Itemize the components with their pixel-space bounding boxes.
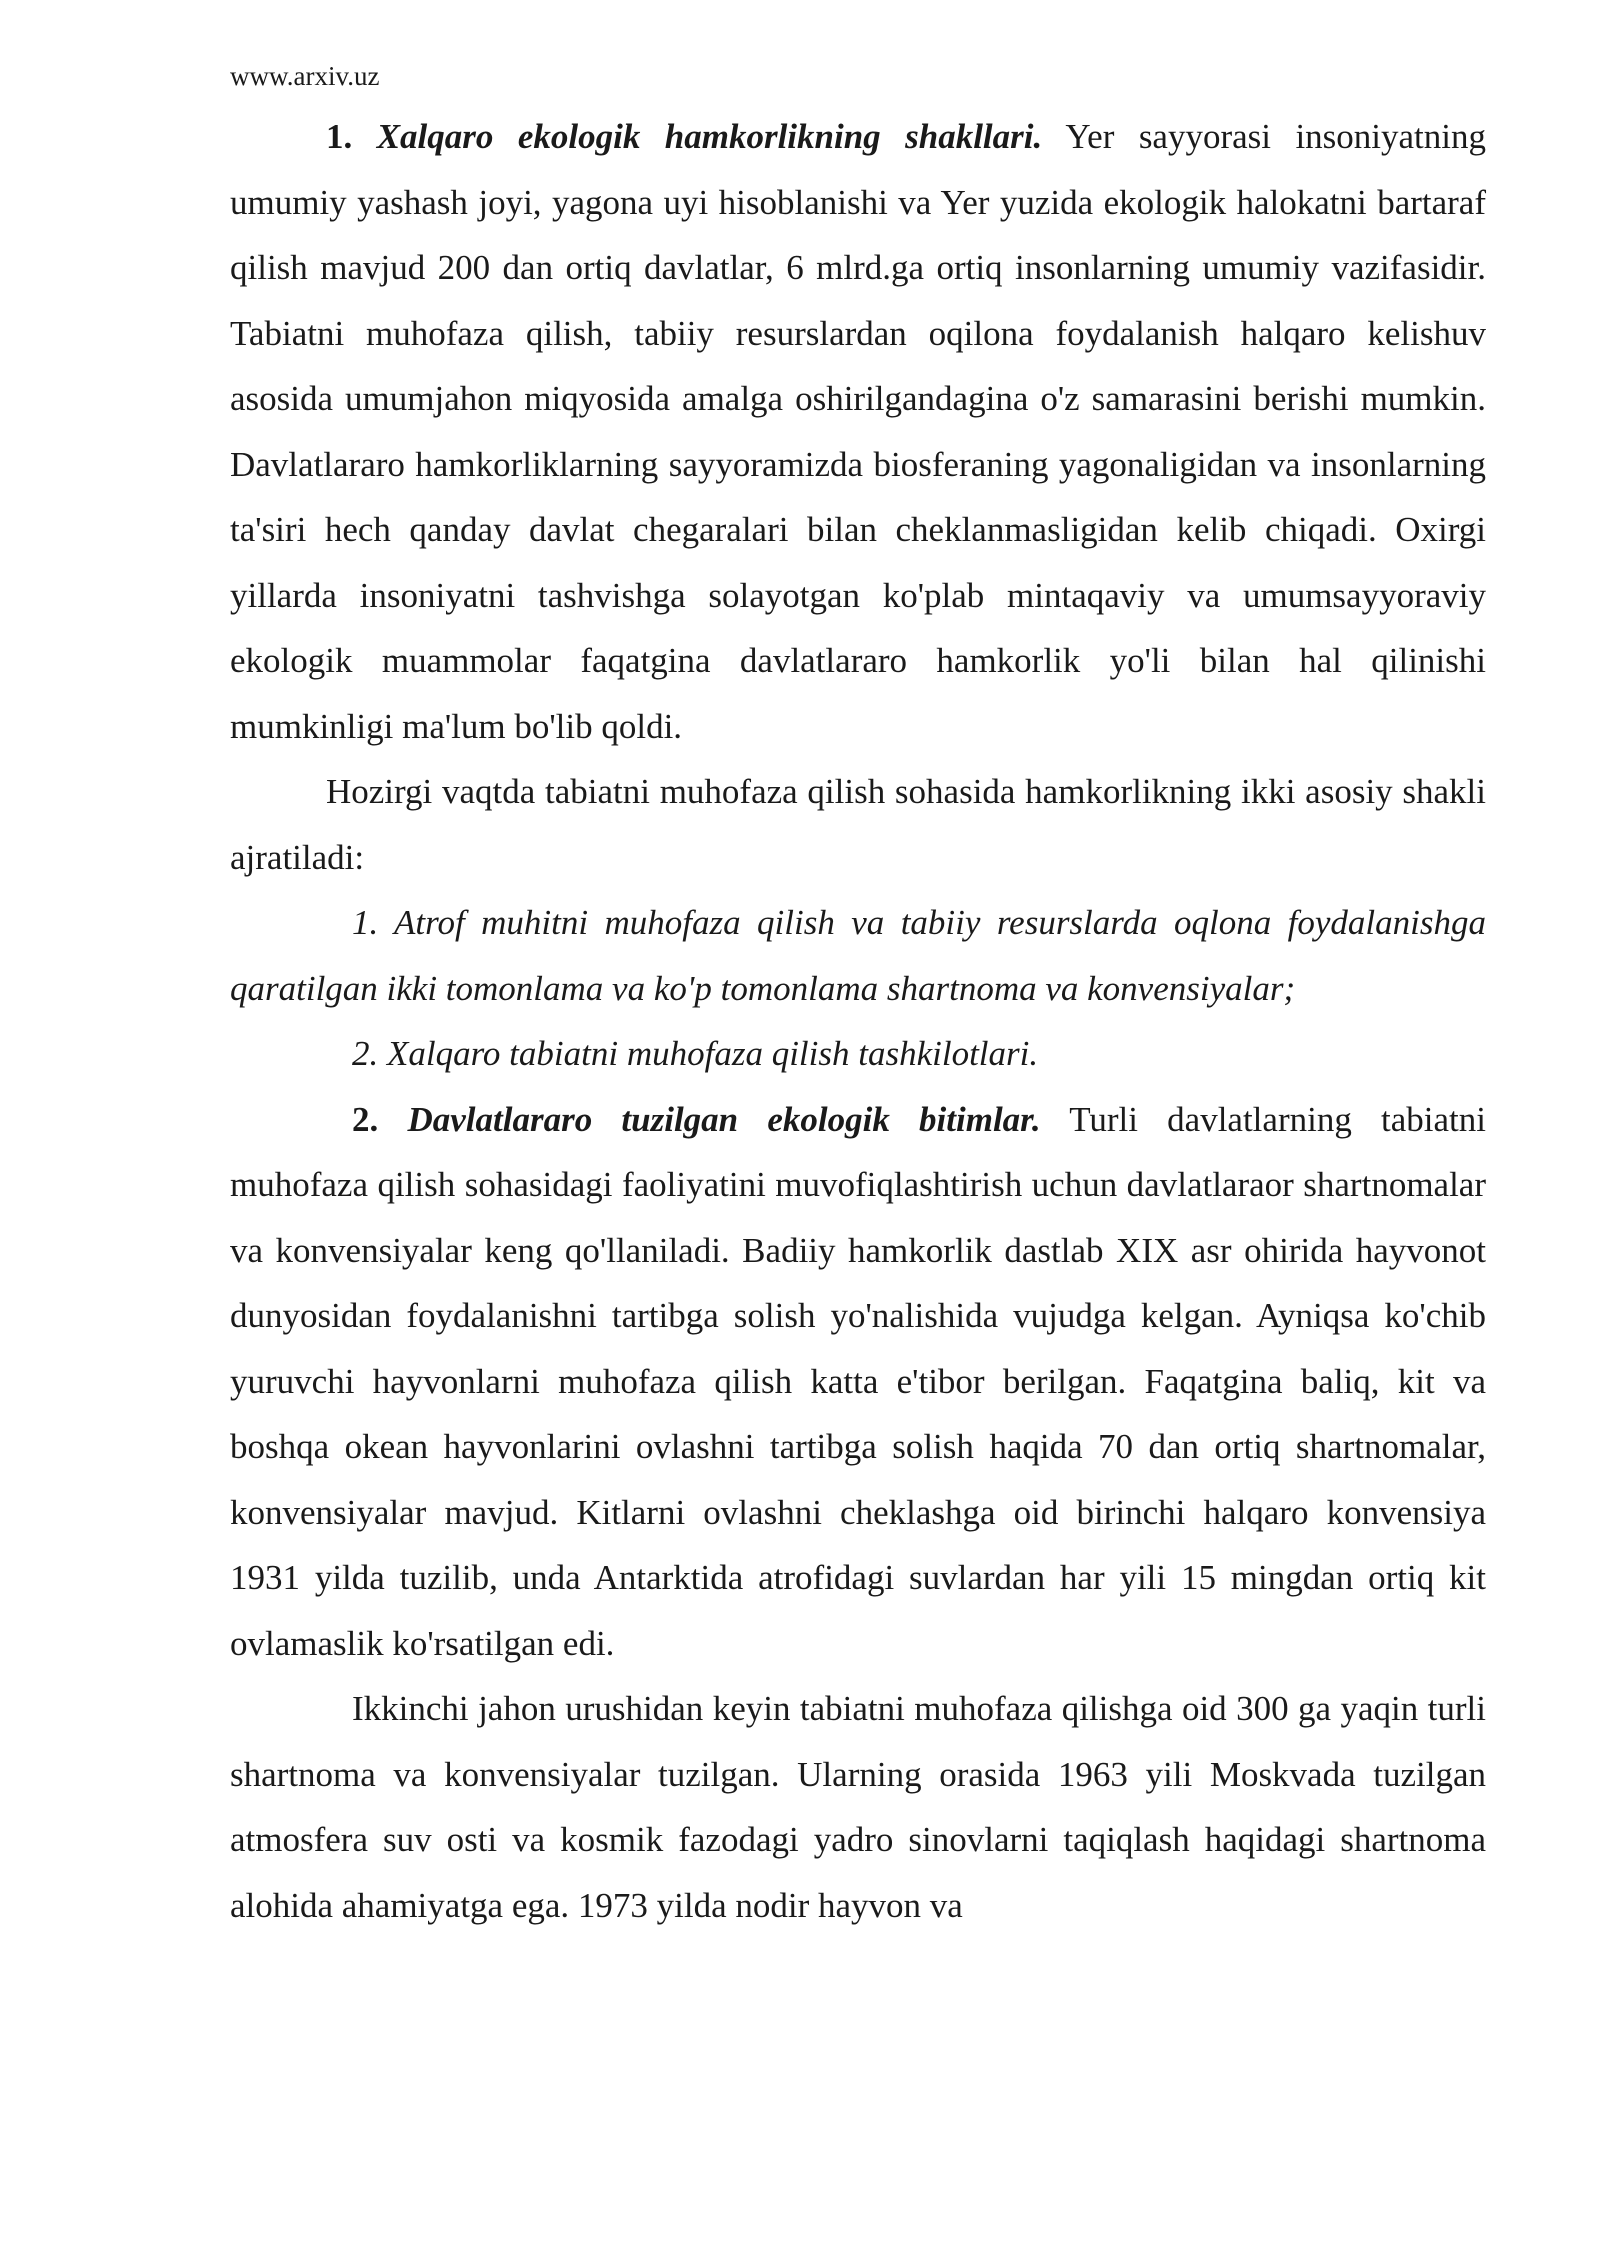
section-1-body: Yer sayyorasi insoniyatning umumiy yashash joyi, yagona uyi hisoblanishi va Yer yuzida ekologik halokatni bartaraf qilish mavjud 200 dan ortiq davlatlar, 6 mlrd.ga ortiq insonlarning umumiy vazifasidir. Tabiatni muhofaza qilish, tabiiy resurslardan oqilona foydalanish halqaro kelishuv asosida umumjahon miqyosida amalga oshirilgandagina o'z samarasini berishi mumkin. Davlatlararo hamkorliklarning sayyoramizda biosferaning yagonaligidan va insonlarning ta'siri hech qanday davlat chegaralari bilan cheklanmasligidan kelib chiqadi. Oxirgi yillarda insoniyatni tashvishga solayotgan ko'plab mintaqaviy va umumsayyoraviy ekologik muammolar faqatgina davlatlararo hamkorlik yo'li bilan hal qilinishi mumkinligi ma'lum bo'lib qoldi. bbox=[230, 117, 1486, 746]
forms-intro-paragraph: Hozirgi vaqtda tabiatni muhofaza qilish sohasida hamkorlikning ikki asosiy shakli ajratiladi: bbox=[230, 772, 1486, 877]
section-2-title: Davlatlararo tuzilgan ekologik bitimlar. bbox=[407, 1099, 1041, 1139]
section-1-paragraph bbox=[230, 104, 1486, 759]
document-page bbox=[230, 56, 1486, 1938]
site-url-header: www.arxiv.uz bbox=[230, 61, 380, 91]
section-1-number: 1. bbox=[326, 117, 353, 156]
section-1-title: Xalqaro ekologik hamkorlikning shakllari. bbox=[376, 117, 1043, 156]
forms-list-item-2: 2. Xalqaro tabiatni muhofaza qilish tashkilotlari. bbox=[352, 1034, 1039, 1073]
section-2-number: 2. bbox=[352, 1099, 379, 1139]
post-war-paragraph: Ikkinchi jahon urushidan keyin tabiatni muhofaza qilishga oid 300 ga yaqin turli shartnoma va konvensiyalar tuzilgan. Ularning orasida 1963 yili Moskvada tuzilgan atmosfera suv osti va kosmik fazodagi yadro sinovlarni taqiqlash haqidagi shartnoma alohida ahamiyatga ega. 1973 yilda nodir hayvon va bbox=[230, 1689, 1486, 1925]
section-2-body: Turli davlatlarning tabiatni muhofaza qilish sohasidagi faoliyatini muvofiqlashtirish uchun davlatlaraor shartnomalar va konvensiyalar keng qo'llaniladi. Badiiy hamkorlik dastlab XIX asr ohirida hayvonot dunyosidan foydalanishni tartibga solish yo'nalishida vujudga kelgan. Ayniqsa ko'chib yuruvchi hayvonlarni muhofaza qilish katta e'tibor berilgan. Faqatgina baliq, kit va boshqa okean hayvonlarini ovlashni tartibga solish haqida 70 dan ortiq shartnomalar, konvensiyalar mavjud. Kitlarni ovlashni cheklashga oid birinchi halqaro konvensiya 1931 yilda tuzilib, unda Antarktida atrofidagi suvlardan har yili 15 mingdan ortiq kit ovlamaslik ko'rsatilgan edi. bbox=[230, 1099, 1487, 1663]
forms-list-item-1: 1. Atrof muhitni muhofaza qilish va tabiiy resurslarda oqlona foydalanishga qaratilgan ikki tomonlama va ko'p tomonlama shartnoma va konvensiyalar; bbox=[230, 903, 1486, 1008]
section-2-paragraph bbox=[230, 1087, 1486, 1677]
